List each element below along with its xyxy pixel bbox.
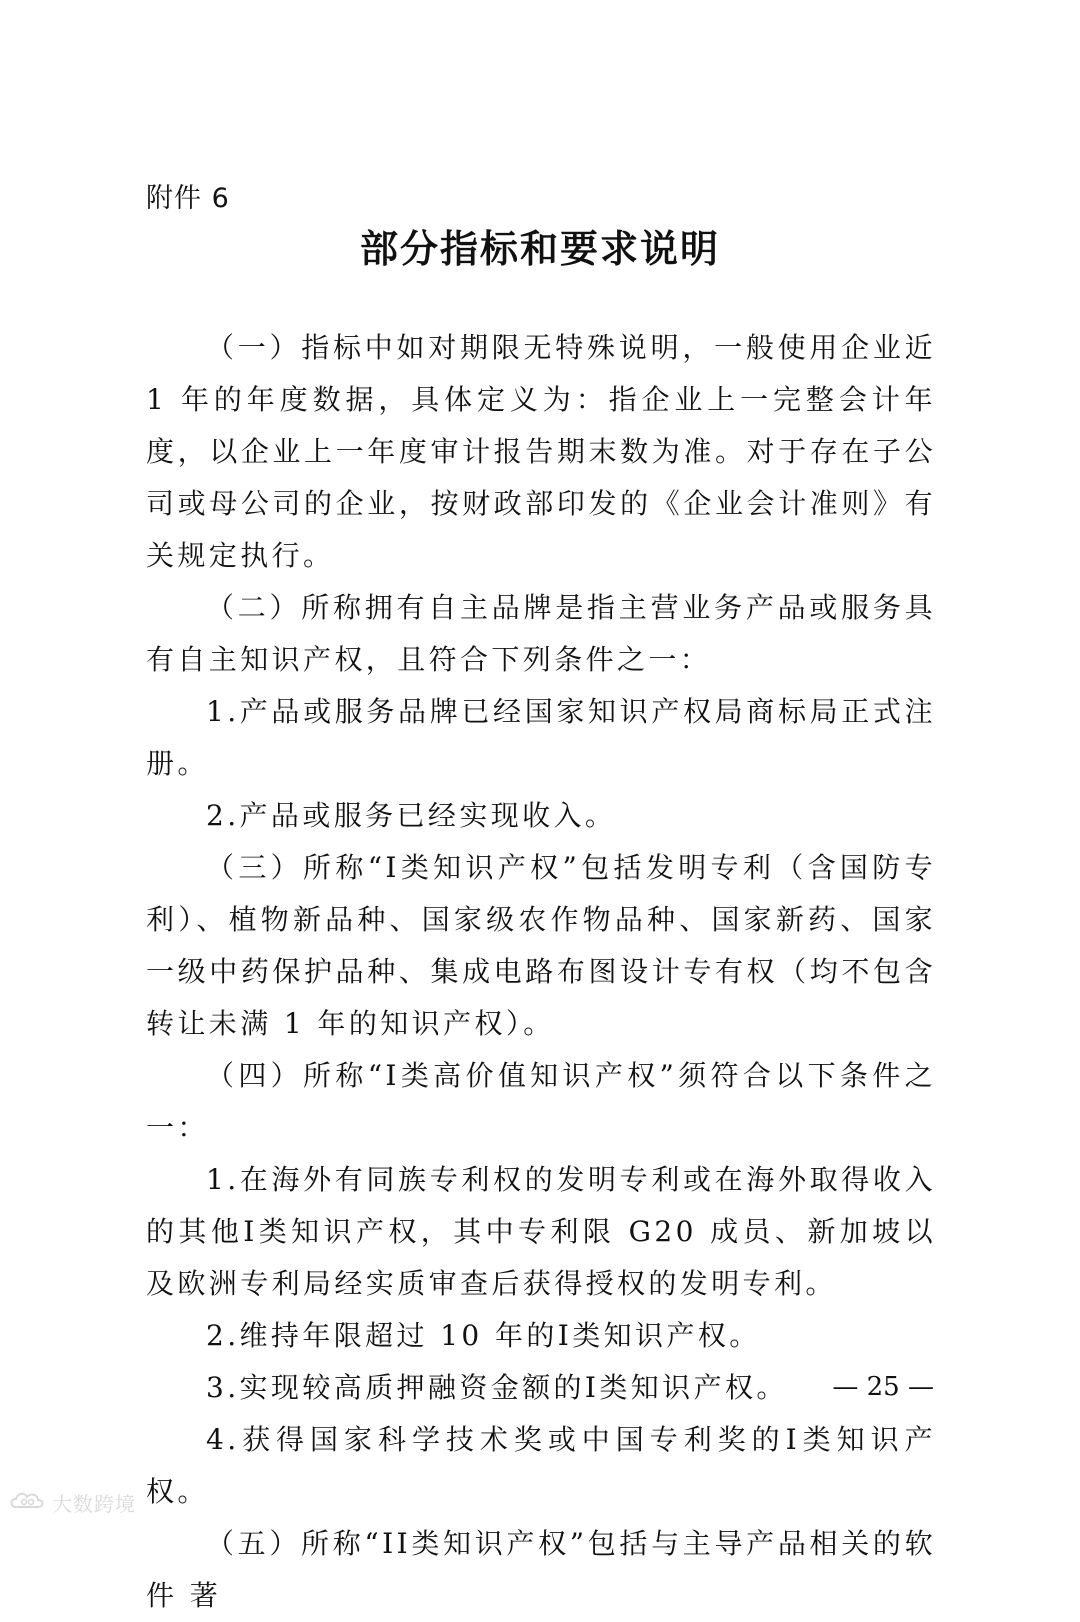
paragraph-5: （三）所称“I类知识产权”包括发明专利（含国防专利）、植物新品种、国家级农作物品种、国家新药、国家一级中药保护品种、集成电路布图设计专有权（均不包含转让未满 1 年的知识产权）。 [146, 851, 936, 1040]
paragraph-9: 3.实现较高质押融资金额的I类知识产权。 [206, 1371, 788, 1404]
paragraph-8: 2.维持年限超过 10 年的I类知识产权。 [206, 1319, 761, 1352]
paragraph-1: （一）指标中如对期限无特殊说明，一般使用企业近 1 年的年度数据，具体定义为：指企业上一完整会计年度，以企业上一年度审计报告期末数为准。对于存在子公司或母公司的企业，按财政部印发的《企业会计准则》有关规定执行。 [146, 331, 936, 572]
paragraph-10: 4.获得国家科学技术奖或中国专利奖的I类知识产权。 [146, 1423, 936, 1508]
cloud-logo-icon [8, 1489, 48, 1517]
paragraph-6: （四）所称“I类高价值知识产权”须符合以下条件之一： [146, 1059, 936, 1144]
paragraph-7: 1.在海外有同族专利权的发明专利或在海外取得收入的其他I类知识产权，其中专利限 G20 成员、新加坡以及欧洲专利局经实质审查后获得授权的发明专利。 [146, 1163, 936, 1300]
document-body [146, 322, 936, 1622]
paragraph-4: 2.产品或服务已经实现收入。 [206, 799, 617, 832]
page-title: 部分指标和要求说明 [359, 226, 720, 271]
watermark [8, 1488, 136, 1517]
attachment-label: 附件 6 [146, 183, 230, 214]
paragraph-2: （二）所称拥有自主品牌是指主营业务产品或服务具有自主知识产权，且符合下列条件之一： [146, 591, 936, 676]
page-number: — 25 — [832, 1372, 934, 1402]
watermark-text: 大数跨境 [52, 1492, 136, 1516]
paragraph-11: （五）所称“II类知识产权”包括与主导产品相关的软件 著 [146, 1527, 936, 1612]
paragraph-3: 1.产品或服务品牌已经国家知识产权局商标局正式注册。 [146, 695, 936, 780]
